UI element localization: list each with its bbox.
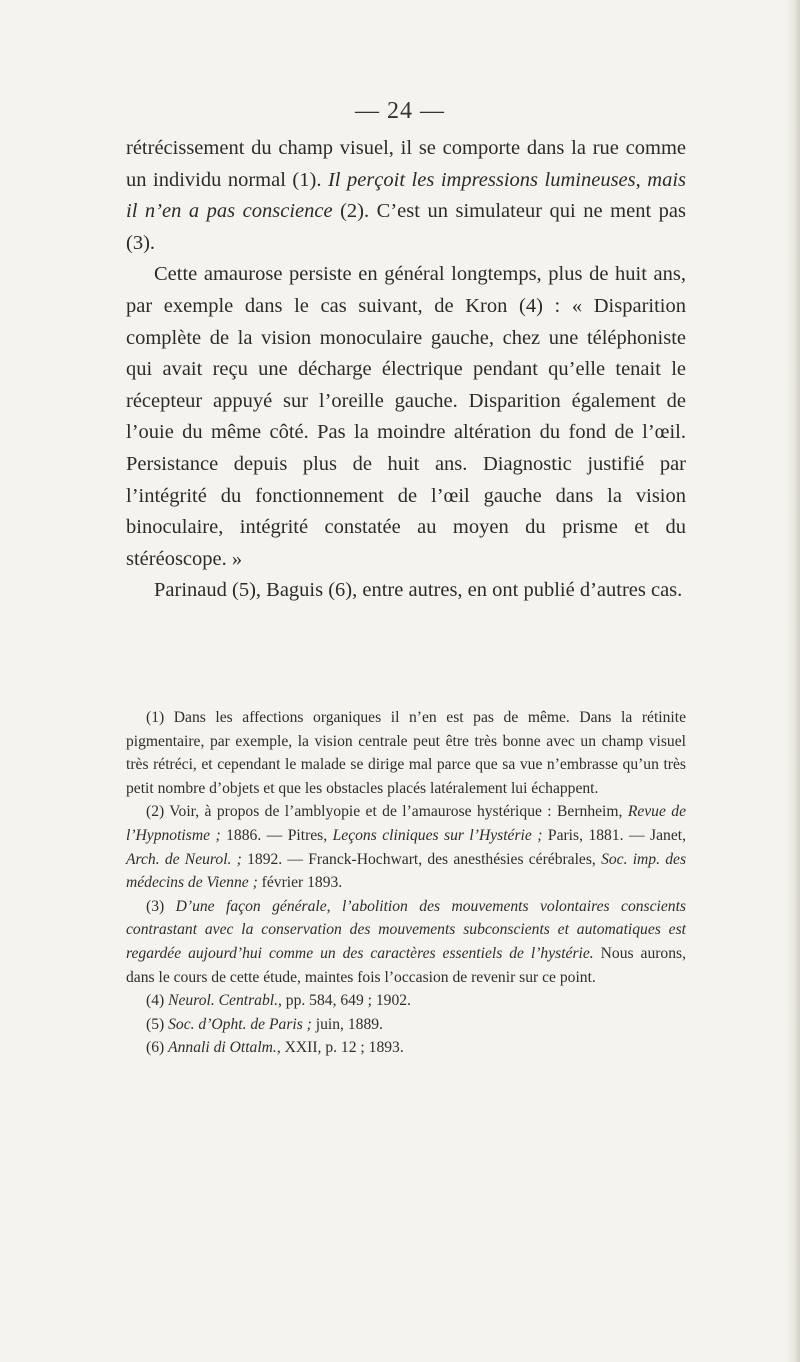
footnote-5 <box>126 1013 686 1037</box>
footnote-text: juin, 1889. <box>311 1015 383 1033</box>
footnote-text-italic: Revue de l’Hypnotisme ; <box>126 803 687 844</box>
footnote-6 <box>126 1036 686 1060</box>
footnote-text: 1892. — Franck-Hochwart, des anesthésies cérébrales, <box>241 850 602 868</box>
footnote-text-italic: Neurol. Centrabl. <box>168 992 278 1010</box>
footnote-2 <box>126 800 686 894</box>
text-segment: rétrécissement du champ visuel, il se comporte dans la rue comme un individu normal (1). <box>126 137 686 191</box>
text-segment-italic: mais il n’en a pas conscience <box>126 168 687 223</box>
footnote-text: , XXII, p. 12 ; 1893. <box>276 1039 404 1057</box>
footnote-text: (6) <box>146 1039 169 1057</box>
footnote-text: (5) <box>146 1015 169 1033</box>
text-segment: (2). C’est un simulateur qui ne ment pas (3). <box>126 200 686 254</box>
footnote-4 <box>126 989 686 1013</box>
paragraph-3 <box>126 575 686 607</box>
footnote-text: (2) Voir, à propos de l’amblyopie et de l’amaurose hystérique : Bernheim, <box>146 803 628 821</box>
text-segment: , <box>635 168 648 191</box>
page-edge-shadow <box>786 0 800 1362</box>
footnote-3 <box>126 895 686 989</box>
footnote-text-italic: Arch. de Neurol. ; <box>126 850 242 868</box>
footnote-text-italic: Leçons cliniques sur l’Hystérie ; <box>332 826 543 844</box>
footnote-text: (4) <box>146 992 169 1010</box>
footnote-text: février 1893. <box>257 874 343 892</box>
footnote-text: 1886. — Pitres, <box>220 826 333 844</box>
footnote-text: Nous aurons, dans le cours de cette étude, maintes fois l’occasion de revenir sur ce point. <box>126 944 686 986</box>
footnote-text-italic: Annali di Ottalm. <box>168 1039 277 1057</box>
paragraph-1 <box>126 133 686 259</box>
footnote-text-italic: Soc. imp. des médecins de Vienne ; <box>126 850 687 892</box>
footnote-1 <box>126 706 686 800</box>
footnote-text: (1) Dans les affections organiques il n’en est pas de même. Dans la rétinite pigmentaire, par exemple, la vision centrale peut être très bonne avec un champ visuel très rétréci, et cependant le malade se dirige mal parce que sa vue n’embrasse qu’un très petit nombre d’objets et que les obstacles placés latéralement lui échappent. <box>126 709 686 797</box>
page-number: — 24 — <box>355 98 445 124</box>
text-segment: Parinaud (5), Baguis (6), entre autres, en ont publié d’autres cas. <box>154 579 683 602</box>
text-segment: Cette amaurose persiste en général longtemps, plus de huit ans, par exemple dans le cas suivant, de Kron (4) : « Disparition complète de la vision monoculaire gauche, chez une téléphoniste qui avait reçu une décharge électrique pendant qu’elle tenait le récepteur appuyé sur l’oreille gauche. Disparition également de l’ouie du même côté. Pas la moindre altération du fond de l’œil. Persistance depuis plus de huit ans. Diagnostic justifié par l’intégrité du fonctionnement de l’œil gauche dans la vision binoculaire, intégrité constatée au moyen du prisme et du stéréoscope. » <box>126 263 686 570</box>
footnote-text-italic: Soc. d’Opht. de Paris ; <box>168 1015 312 1033</box>
footnote-text: , pp. 584, 649 ; 1902. <box>277 992 411 1010</box>
text-segment-italic: Il perçoit les impressions lumineuses <box>327 168 636 191</box>
main-text <box>126 133 686 607</box>
footnote-text-italic: D’une façon générale, l’abolition des mouvements volontaires conscients contrastant avec la conservation des mouvements subconscients et automatiques est regardée aujourd’hui comme un des caractères essentiels de l’hystérie. <box>126 897 686 962</box>
footnote-text: Paris, 1881. — Janet, <box>542 826 686 844</box>
footnotes <box>126 706 686 1060</box>
paragraph-2 <box>126 259 686 575</box>
footnote-text: (3) <box>146 897 176 915</box>
